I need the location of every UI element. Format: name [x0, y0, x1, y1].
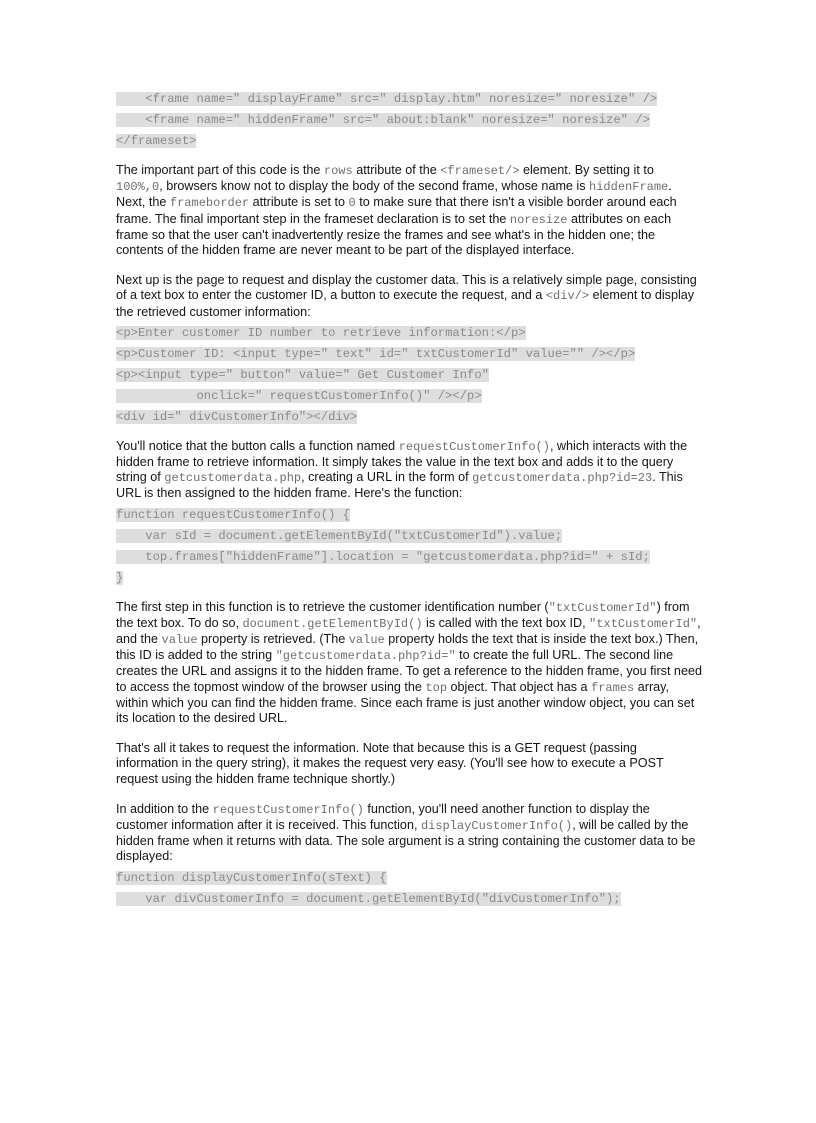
code-block-frameset	[116, 92, 702, 149]
code-line: var divCustomerInfo = document.getElementById("divCustomerInfo");	[116, 891, 621, 906]
code-line: <div id=" divCustomerInfo"></div>	[116, 409, 358, 424]
code-line: function displayCustomerInfo(sText) {	[116, 870, 387, 885]
code-block-request-function	[116, 508, 702, 586]
code-line: onclick=" requestCustomerInfo()" /></p>	[116, 388, 482, 403]
code-line: }	[116, 570, 124, 585]
code-line: <p><input type=" button" value=" Get Customer Info"	[116, 367, 489, 382]
paragraph-function-explanation: The first step in this function is to retrieve the customer identification number ("txtCustomerId") from the text box. To do so, document.getElementById() is called with the text box ID, "txtCustomerId", and the value property is retrieved. (The value property holds the text that is inside the text box.) Then, this ID is added to the string "getcustomerdata.php?id=" to create the full URL. The second line creates the URL and assigns it to the hidden frame. To get a reference to the hidden frame, you first need to access the topmost window of the browser using the top object. That object has a frames array, within which you can find the hidden frame. Since each frame is just another window object, you can set its location to the desired URL.	[116, 599, 702, 726]
code-line: <frame name=" displayFrame" src=" display.htm" noresize=" noresize" />	[116, 92, 658, 106]
paragraph-request-function: You'll notice that the button calls a function named requestCustomerInfo(), which interacts with the hidden frame to retrieve information. It simply takes the value in the text box and adds it to the query string of getcustomerdata.php, creating a URL in the form of getcustomerdata.php?id=23. This URL is then assigned to the hidden frame. Here's the function:	[116, 438, 688, 501]
code-line: function requestCustomerInfo() {	[116, 507, 351, 522]
paragraph-display-function: In addition to the requestCustomerInfo() function, you'll need another function to display the customer information after it is received. This function, displayCustomerInfo(), will be called by the hidden frame when it returns with data. The sole argument is a string containing the customer data to be displayed:	[116, 801, 696, 864]
paragraph-get-request: That's all it takes to request the information. Note that because this is a GET request (passing information in the query string), it makes the request very easy. (You'll see how to execute a POST request using the hidden frame technique shortly.)	[116, 741, 664, 786]
code-line: var sId = document.getElementById("txtCustomerId").value;	[116, 528, 563, 543]
code-block-display-function	[116, 871, 702, 907]
document-page	[116, 92, 702, 913]
paragraph-frameset-explanation: The important part of this code is the rows attribute of the <frameset/> element. By setting it to 100%,0, browsers know not to display the body of the second frame, whose name is hiddenFrame. Next, the frameborder attribute is set to 0 to make sure that there isn't a visible border around each frame. The final important step in the frameset declaration is to set the noresize attributes on each frame so that the user can't inadvertently resize the frames and see what's in the hidden one; the contents of the hidden frame are never meant to be part of the displayed interface.	[116, 163, 677, 258]
code-line: top.frames["hiddenFrame"].location = "getcustomerdata.php?id=" + sId;	[116, 549, 650, 564]
paragraph-request-page: Next up is the page to request and display the customer data. This is a relatively simple page, consisting of a text box to enter the customer ID, a button to execute the request, and a <div/> element to display the retrieved customer information:	[116, 273, 697, 319]
code-block-html-form	[116, 326, 702, 425]
code-line: </frameset>	[116, 134, 197, 148]
code-line: <p>Enter customer ID number to retrieve information:</p>	[116, 325, 526, 340]
code-line: <frame name=" hiddenFrame" src=" about:blank" noresize=" noresize" />	[116, 113, 650, 127]
code-line: <p>Customer ID: <input type=" text" id=" txtCustomerId" value="" /></p>	[116, 346, 636, 361]
